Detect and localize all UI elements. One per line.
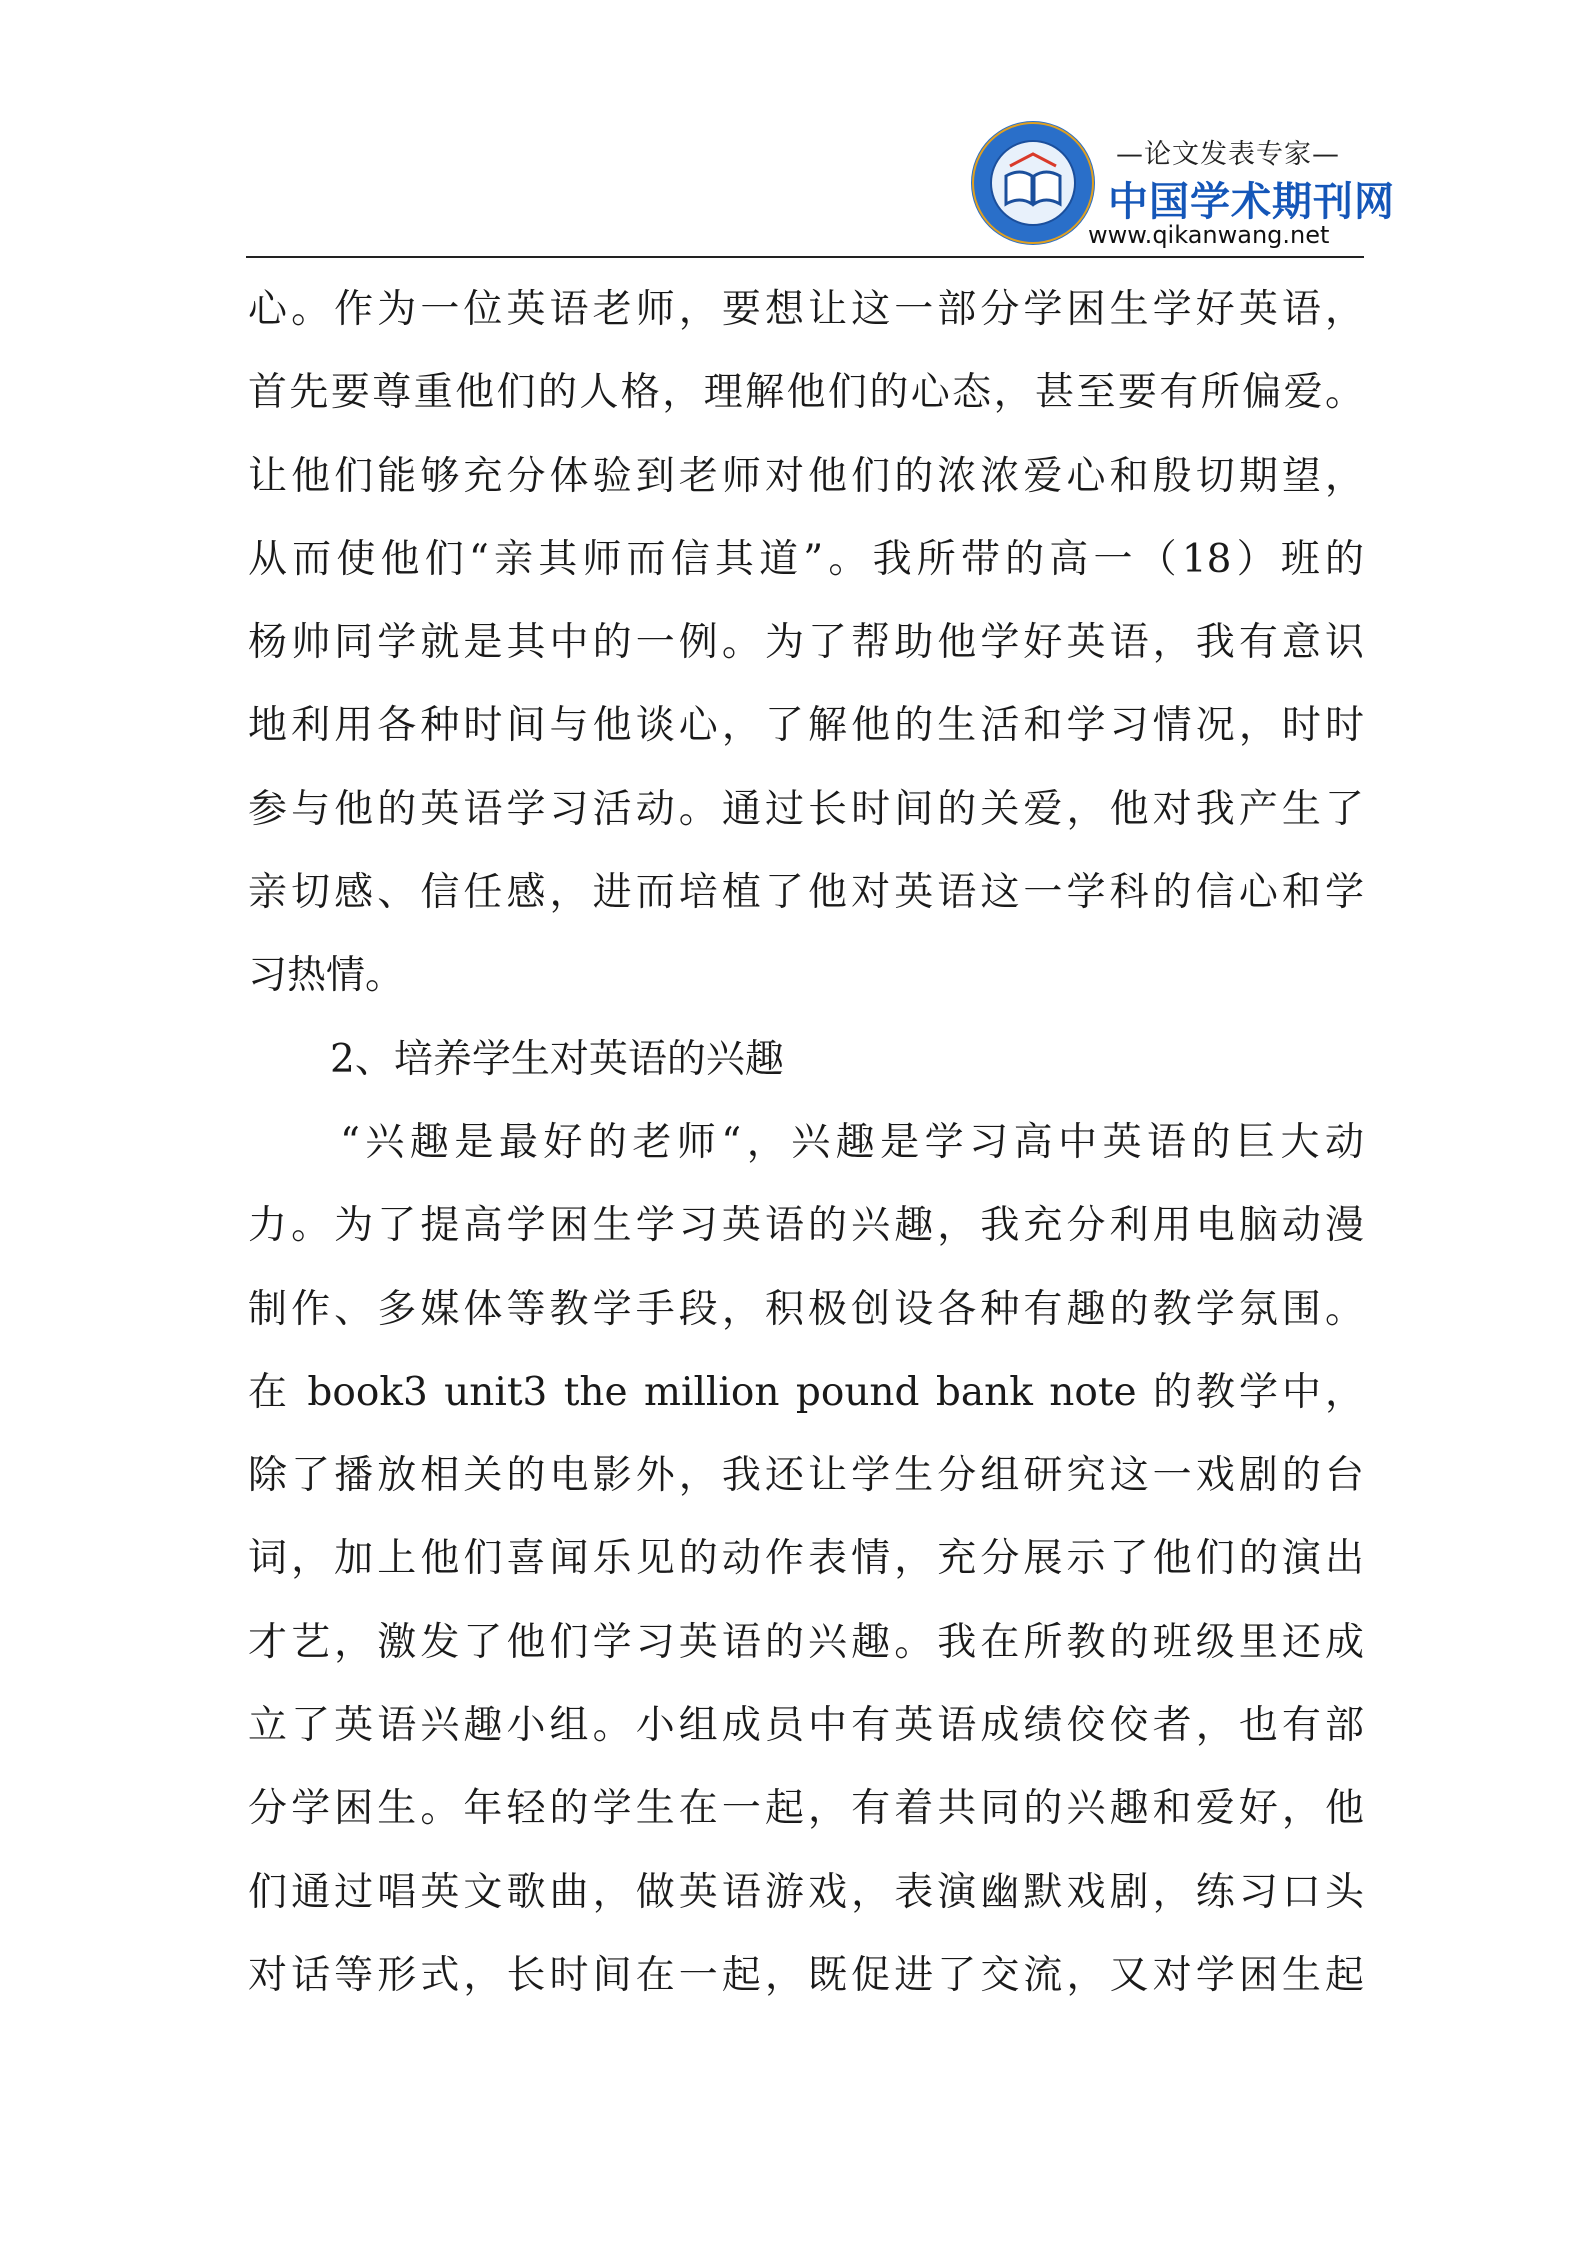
- logo-url: www.qikanwang.net: [1088, 221, 1330, 249]
- body-line: 制作、多媒体等教学手段，积极创设各种有趣的教学氛围。: [248, 1286, 1364, 1332]
- document-body: [248, 268, 1364, 2017]
- section-heading: 2、培养学生对英语的兴趣: [330, 1036, 784, 1082]
- body-line: 立了英语兴趣小组。小组成员中有英语成绩佼佼者，也有部: [248, 1703, 1364, 1749]
- body-line: 地利用各种时间与他谈心，了解他的生活和学习情况，时时: [248, 703, 1364, 749]
- body-line: 在 book3 unit3 the million pound bank note 的教学中，: [248, 1369, 1364, 1415]
- body-line: 才艺，激发了他们学习英语的兴趣。我在所教的班级里还成: [248, 1619, 1364, 1665]
- body-line: “兴趣是最好的老师“，兴趣是学习高中英语的巨大动: [340, 1119, 1364, 1165]
- body-line: 让他们能够充分体验到老师对他们的浓浓爱心和殷切期望，: [248, 453, 1364, 499]
- body-line: 从而使他们“亲其师而信其道”。我所带的高一（18）班的: [248, 536, 1364, 582]
- body-line: 们通过唱英文歌曲，做英语游戏，表演幽默戏剧，练习口头: [248, 1869, 1364, 1915]
- body-line: 参与他的英语学习活动。通过长时间的关爱，他对我产生了: [248, 786, 1364, 832]
- logo-site-name: 中国学术期刊网: [1108, 179, 1395, 225]
- body-line: 词，加上他们喜闻乐见的动作表情，充分展示了他们的演出: [248, 1536, 1364, 1582]
- logo-tagline: —论文发表专家—: [1116, 139, 1340, 170]
- header-divider: [246, 256, 1364, 258]
- body-line: 心。作为一位英语老师，要想让这一部分学困生学好英语，: [248, 287, 1364, 332]
- body-line: 力。为了提高学困生学习英语的兴趣，我充分利用电脑动漫: [248, 1203, 1364, 1249]
- body-line: 除了播放相关的电影外，我还让学生分组研究这一戏剧的台: [248, 1453, 1364, 1499]
- body-line: 亲切感、信任感，进而培植了他对英语这一学科的信心和学: [248, 870, 1364, 916]
- body-line: 分学困生。年轻的学生在一起，有着共同的兴趣和爱好，他: [248, 1786, 1364, 1832]
- logo-seal-icon: [968, 118, 1098, 248]
- body-line: 习热情。: [248, 953, 405, 999]
- body-line: 首先要尊重他们的人格，理解他们的心态，甚至要有所偏爱。: [248, 370, 1364, 416]
- body-line: 杨帅同学就是其中的一例。为了帮助他学好英语，我有意识: [248, 620, 1364, 666]
- header-logo: [968, 118, 1395, 258]
- body-line: 对话等形式，长时间在一起，既促进了交流，又对学困生起: [248, 1952, 1364, 1998]
